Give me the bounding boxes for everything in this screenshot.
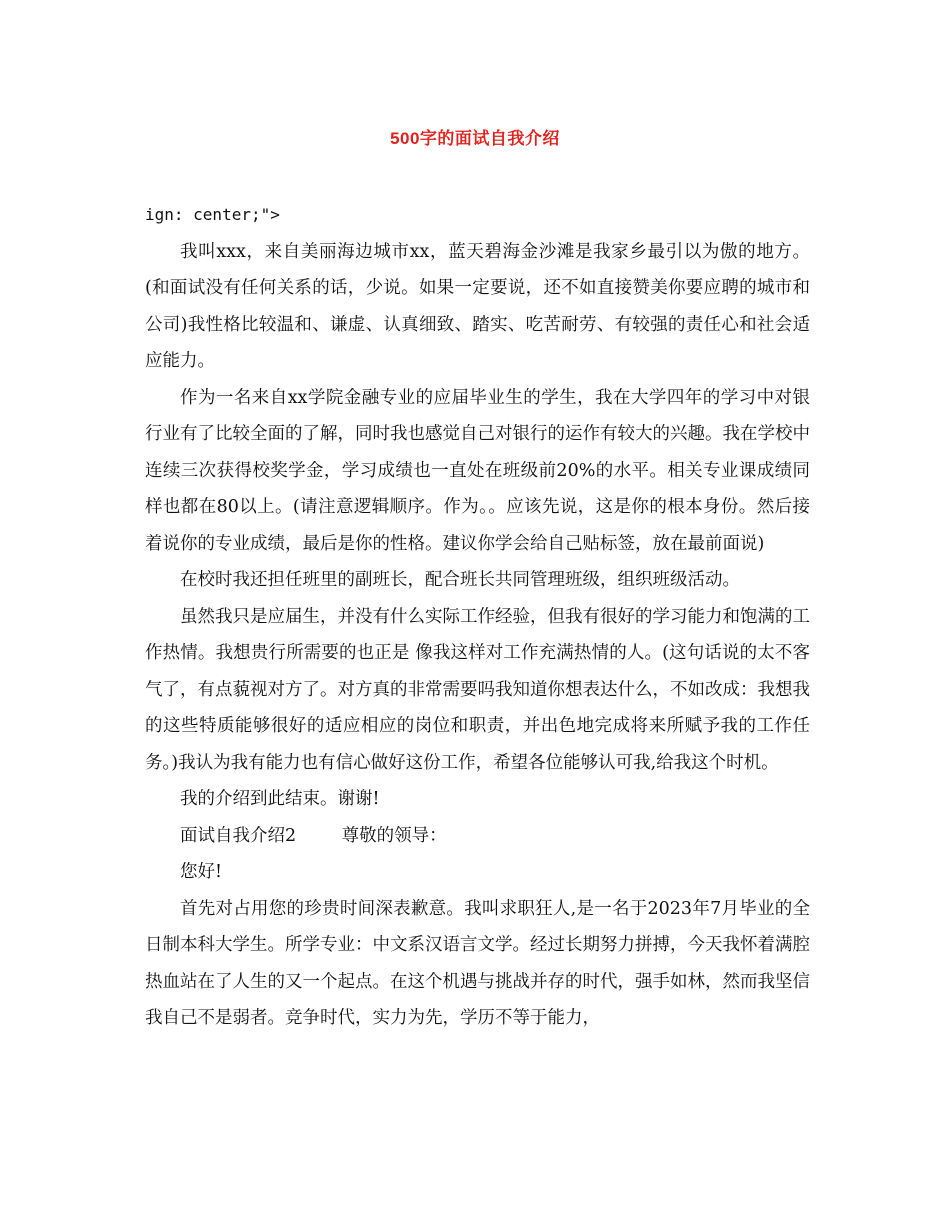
greeting: 您好! [180,862,223,882]
section2-heading: 面试自我介绍2 [180,825,297,846]
section2-heading-line [145,818,810,855]
paragraph-self-intro-2: 首先对占用您的珍贵时间深表歉意。我叫求职狂人,是一名于2023年7月毕业的全日制本科大学生。所学专业：中文系汉语言文学。经过长期努力拼搏，今天我怀着满腔热血站在了人生的又一个起点。在这个机遇与挑战并存的时代，强手如林，然而我坚信我自己不是弱者。竞争时代，实力为先，学历不等于能力， [145,898,810,1028]
paragraph-school-role: 在校时我还担任班里的副班长，配合班长共同管理班级，组织班级活动。 [180,570,740,590]
stray-markup-line: ign: center;"> [145,205,280,224]
section2-salutation: 尊敬的领导： [341,825,447,846]
paragraph-closing: 我的介绍到此结束。谢谢! [180,789,380,809]
paragraph-education: 作为一名来自xx学院金融专业的应届毕业生的学生，我在大学四年的学习中对银行业有了比较全面的了解，同时我也感觉自己对银行的运作有较大的兴趣。我在学校中连续三次获得校奖学金，学习成绩也一直处在班级前20%的水平。相关专业课成绩同样也都在80以上。(请注意逻辑顺序。作为。。应该先说，这是你的根本身份。然后接着说你的专业成绩，最后是你的性格。建议你学会给自己贴标签，放在最前面说) [145,387,810,554]
paragraph-intro: 我叫xxx，来自美丽海边城市xx，蓝天碧海金沙滩是我家乡最引以为傲的地方。(和面试没有任何关系的话，少说。如果一定要说，还不如直接赞美你要应聘的城市和公司)我性格比较温和、谦虚、认真细致、踏实、吃苦耐劳、有较强的责任心和社会适应能力。 [145,241,810,371]
document-body [145,197,810,1037]
document-title: 500字的面试自我介绍 [390,129,560,148]
paragraph-motivation: 虽然我只是应届生，并没有什么实际工作经验，但我有很好的学习能力和饱满的工作热情。我想贵行所需要的也正是 像我这样对工作充满热情的人。(这句话说的太不客气了，有点藐视对方了。对方真的非常需要吗我知道你想表达什么，不如改成：我想我的这些特质能够很好的适应相应的岗位和职责，并出色地完成将来所赋予我的工作任务。)我认为我有能力也有信心做好这份工作，希望各位能够认可我,给我这个时机。 [145,606,810,773]
